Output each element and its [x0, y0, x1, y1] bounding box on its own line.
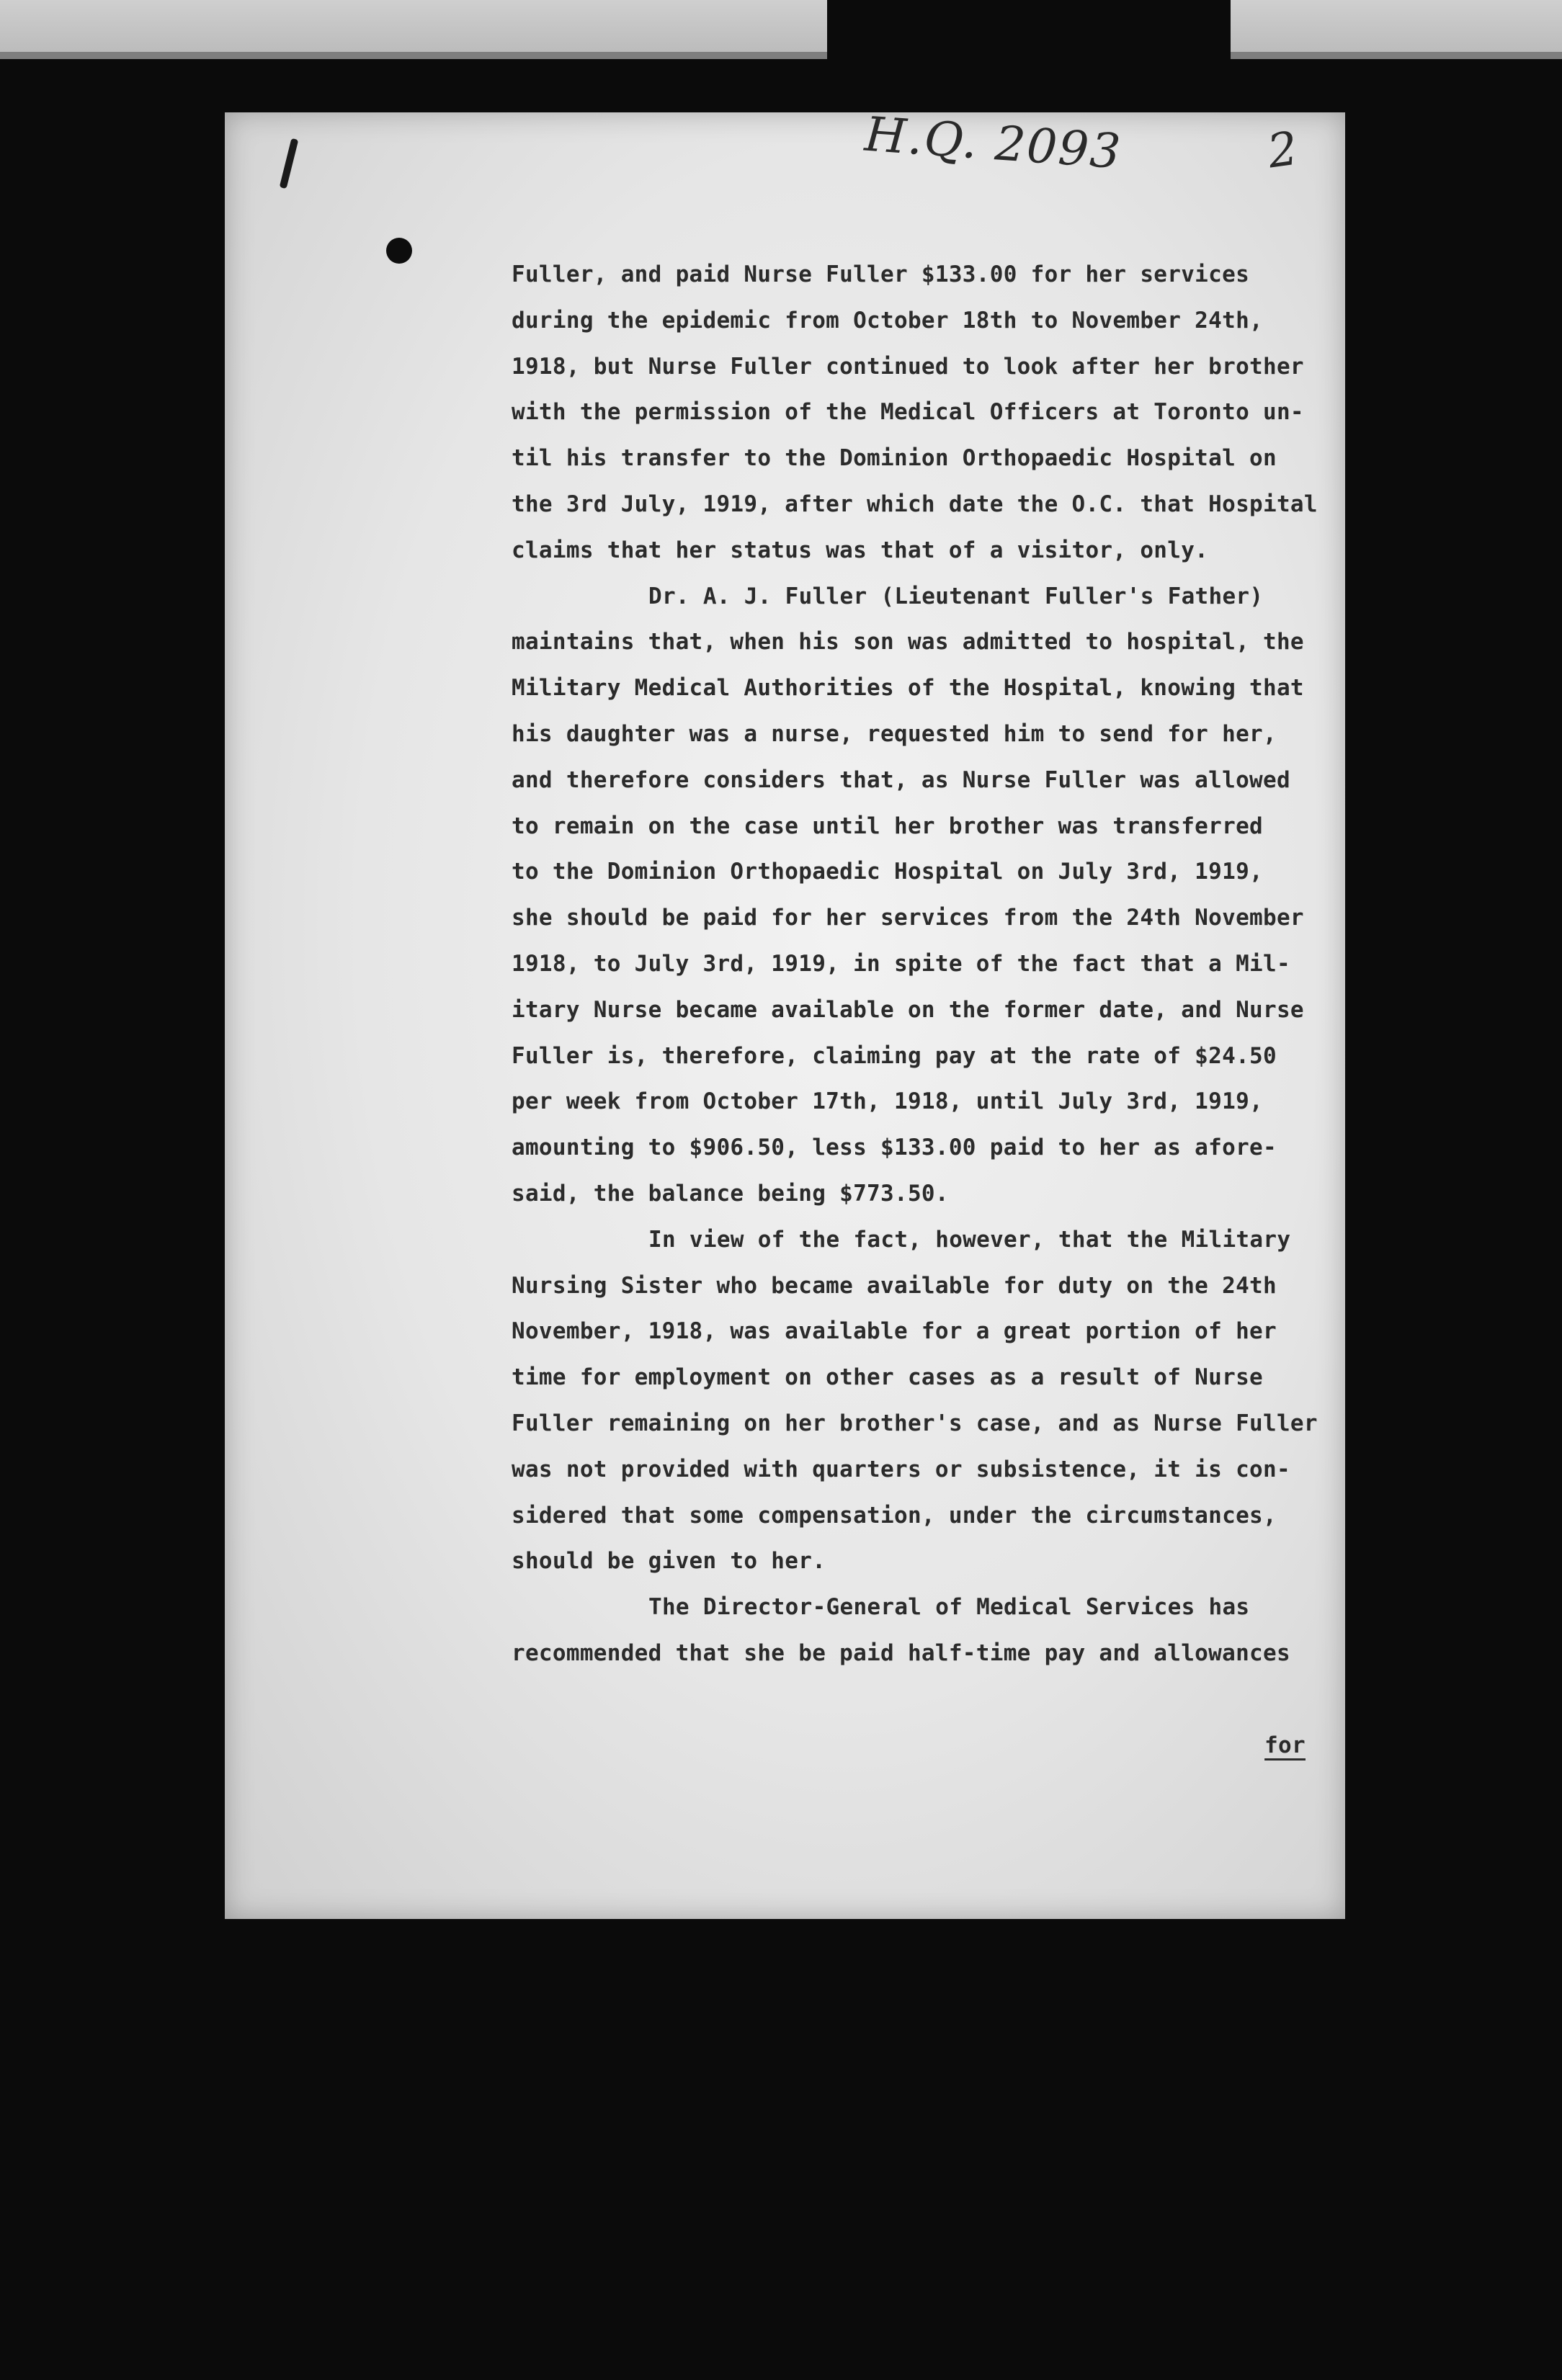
catchword-line	[512, 1677, 1347, 1758]
paragraph	[512, 574, 1347, 1217]
text-line: 1918, but Nurse Fuller continued to look after her brother	[512, 353, 1304, 380]
text-line: The Director-General of Medical Services has	[648, 1594, 1250, 1621]
text-line: sidered that some compensation, under the circumstances,	[512, 1502, 1277, 1529]
paragraph	[512, 1585, 1347, 1677]
film-strip-left	[0, 0, 827, 59]
text-line: Fuller is, therefore, claiming pay at the rate of $24.50	[512, 1042, 1277, 1069]
paragraph	[512, 252, 1347, 574]
text-line: November, 1918, was available for a great portion of her	[512, 1318, 1277, 1345]
text-line: during the epidemic from October 18th to November 24th,	[512, 307, 1263, 334]
film-strip-right	[1231, 0, 1562, 59]
text-line: with the permission of the Medical Officers at Toronto un-	[512, 399, 1304, 426]
text-line: his daughter was a nurse, requested him to send for her,	[512, 720, 1277, 747]
text-line: 1918, to July 3rd, 1919, in spite of the fact that a Mil-	[512, 950, 1290, 977]
text-line: said, the balance being $773.50.	[512, 1180, 949, 1207]
text-line: recommended that she be paid half-time pay and allowances	[512, 1639, 1290, 1666]
text-line: should be given to her.	[512, 1548, 826, 1575]
text-line: Fuller, and paid Nurse Fuller $133.00 for her services	[512, 261, 1250, 287]
text-line: per week from October 17th, 1918, until July 3rd, 1919,	[512, 1088, 1263, 1115]
text-line: she should be paid for her services from the 24th November	[512, 905, 1304, 931]
text-line: amounting to $906.50, less $133.00 paid to her as afore-	[512, 1135, 1277, 1161]
text-line: maintains that, when his son was admitted to hospital, the	[512, 629, 1304, 656]
text-line: til his transfer to the Dominion Orthopaedic Hospital on	[512, 445, 1277, 472]
paragraph	[512, 1217, 1347, 1585]
text-line: to the Dominion Orthopaedic Hospital on July 3rd, 1919,	[512, 859, 1263, 885]
text-line: Military Medical Authorities of the Hospital, knowing that	[512, 675, 1304, 702]
text-line: and therefore considers that, as Nurse Fuller was allowed	[512, 766, 1290, 793]
text-line: the 3rd July, 1919, after which date the O.C. that Hospital	[512, 491, 1318, 517]
text-line: In view of the fact, however, that the Military	[648, 1226, 1291, 1253]
text-line: time for employment on other cases as a result of Nurse	[512, 1364, 1263, 1391]
text-line: was not provided with quarters or subsistence, it is con-	[512, 1456, 1290, 1482]
punch-hole	[386, 238, 412, 264]
typed-body-text	[512, 252, 1347, 1758]
text-line: Fuller remaining on her brother's case, and as Nurse Fuller	[512, 1410, 1318, 1436]
text-line: itary Nurse became available on the former date, and Nurse	[512, 996, 1304, 1023]
text-line: claims that her status was that of a visitor, only.	[512, 537, 1209, 563]
text-line: Nursing Sister who became available for duty on the 24th	[512, 1272, 1277, 1299]
text-line: to remain on the case until her brother was transferred	[512, 813, 1263, 839]
text-line: Dr. A. J. Fuller (Lieutenant Fuller's Father)	[648, 583, 1264, 609]
catchword: for	[1264, 1732, 1306, 1758]
handwritten-file-number: H.Q. 2093	[862, 106, 1124, 180]
handwritten-page-number: 2	[1264, 122, 1301, 179]
